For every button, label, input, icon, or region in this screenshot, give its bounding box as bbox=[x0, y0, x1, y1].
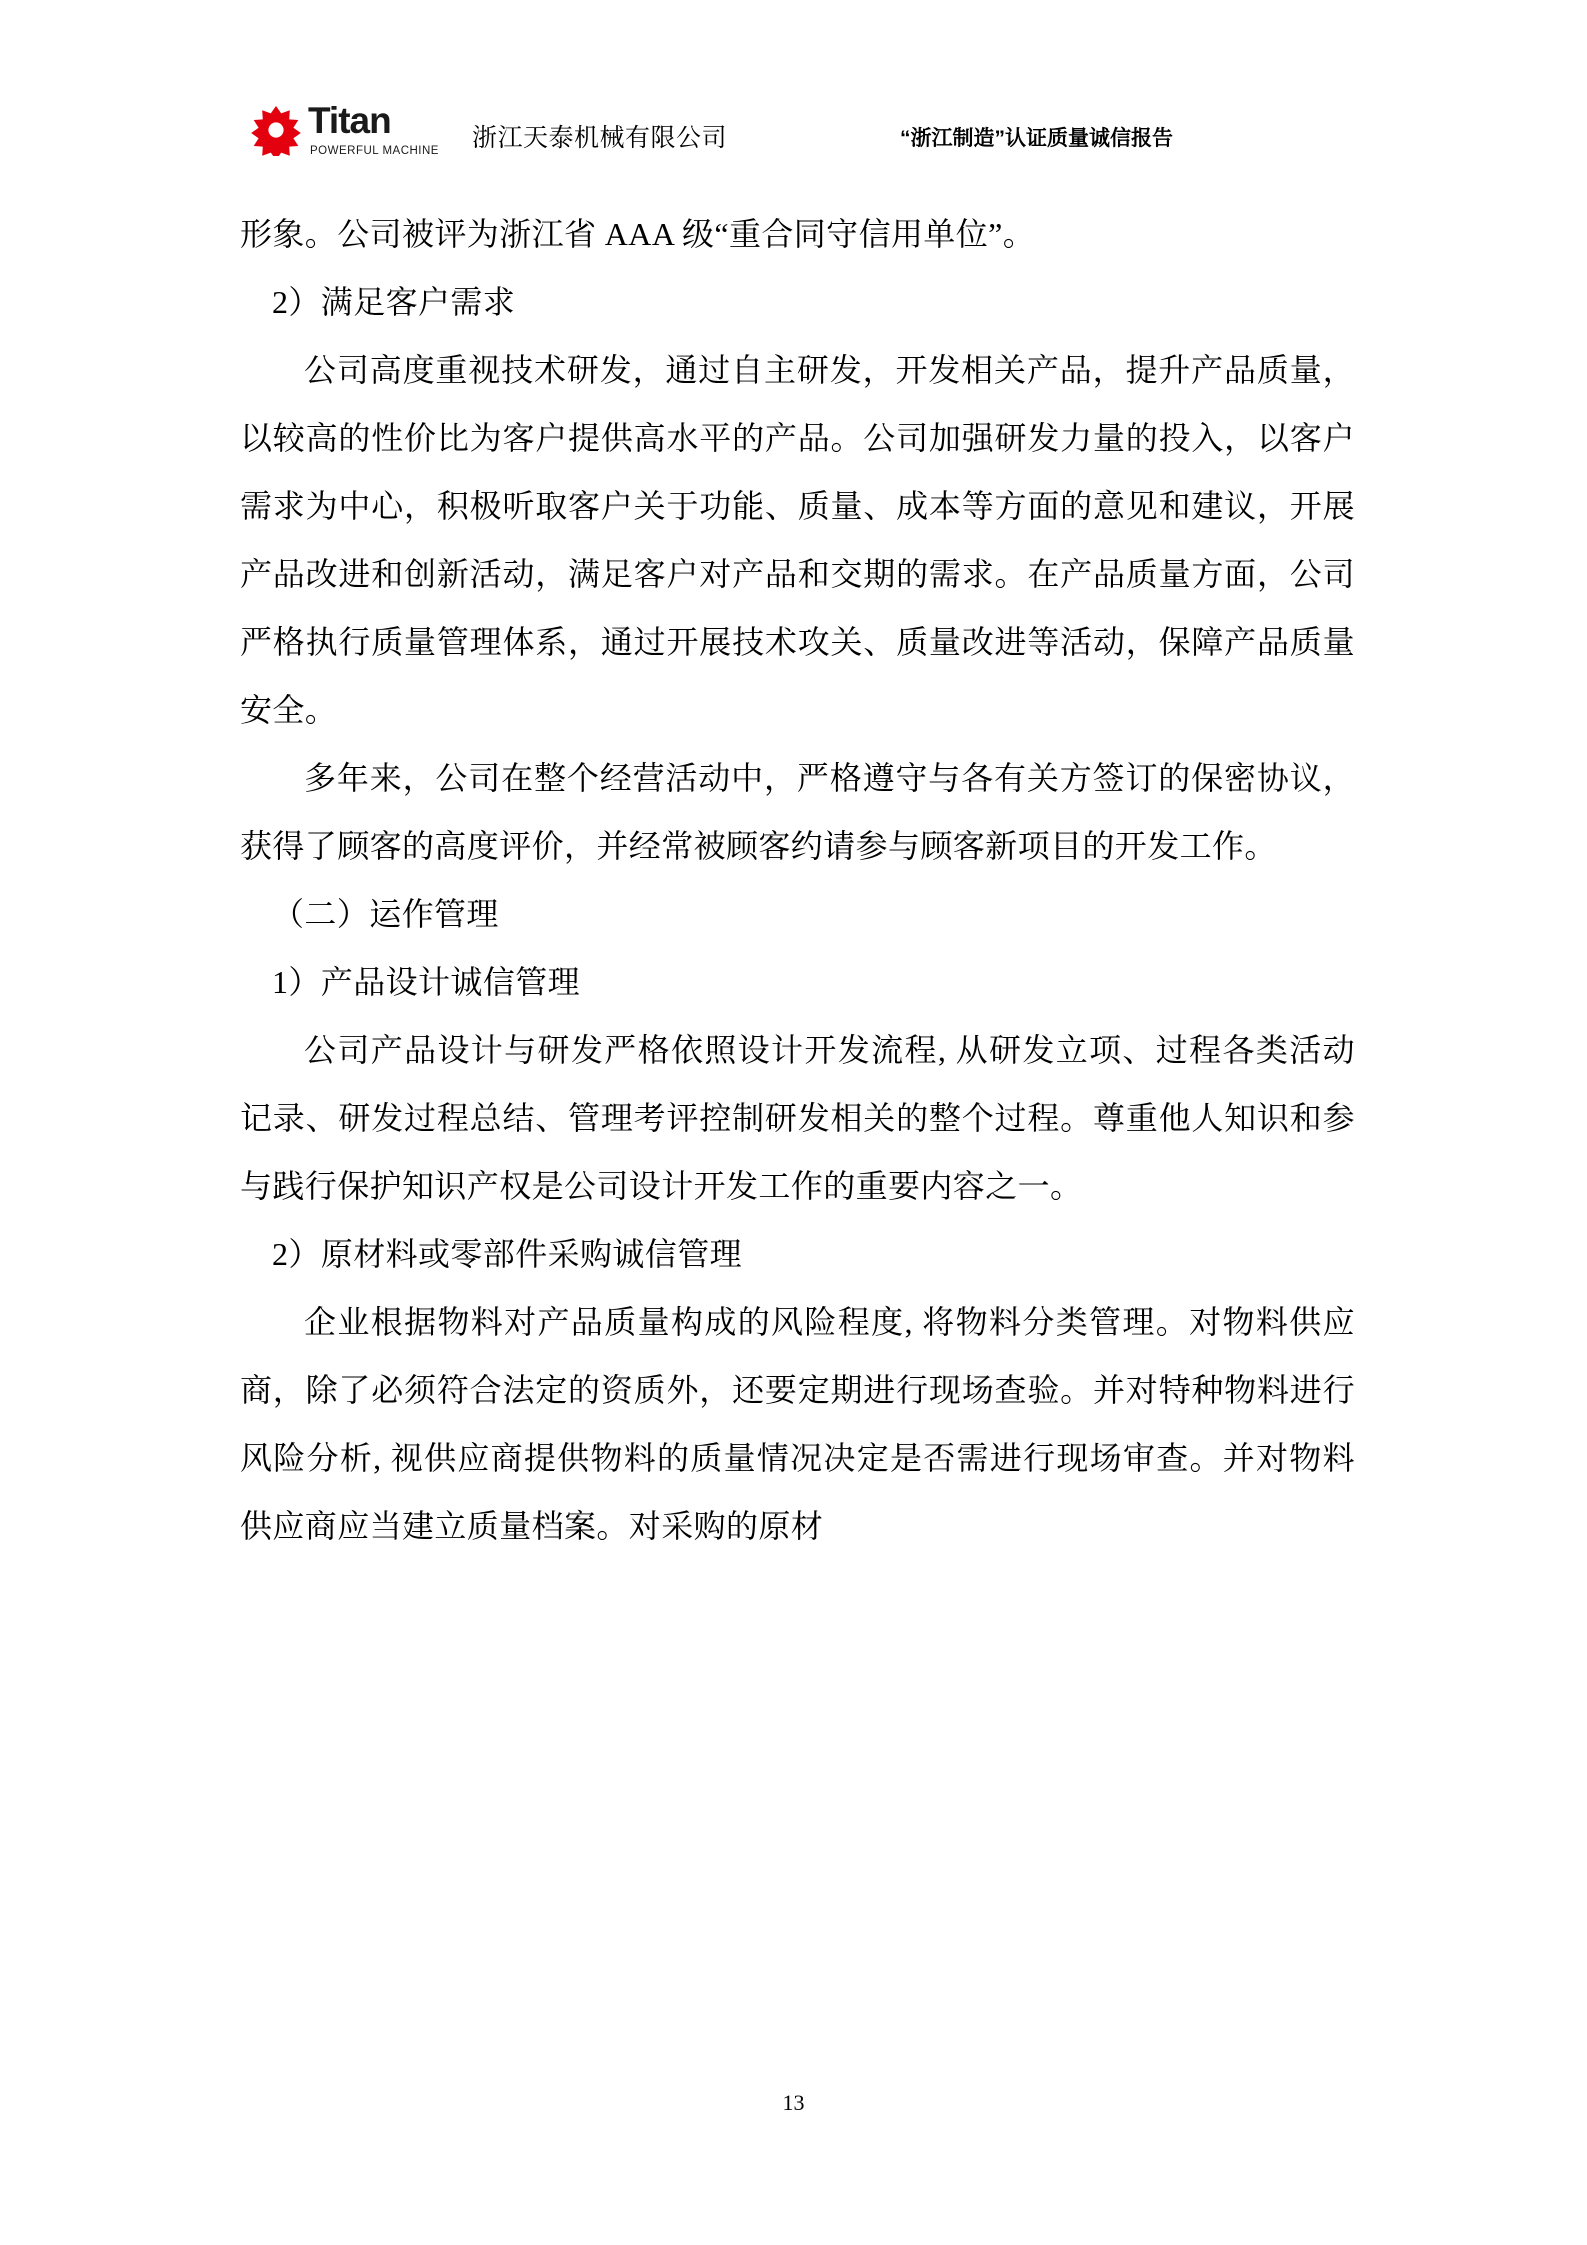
paragraph: 2）原材料或零部件采购诚信管理 bbox=[272, 1236, 743, 1272]
page-number: 13 bbox=[782, 2090, 805, 2115]
paragraph: 1）产品设计诚信管理 bbox=[272, 964, 581, 1000]
paragraph: 2）满足客户需求 bbox=[272, 284, 516, 320]
page-header bbox=[240, 96, 1397, 184]
paragraph: 多年来，公司在整个经营活动中，严格遵守与各有关方签订的保密协议，获得了顾客的高度评价，并经常被顾客约请参与顾客新项目的开发工作。 bbox=[240, 760, 1355, 864]
titan-logo bbox=[250, 98, 440, 160]
paragraph: 公司产品设计与研发严格依照设计开发流程, 从研发立项、过程各类活动记录、研发过程总结、管理考评控制研发相关的整个过程。尊重他人知识和参与践行保护知识产权是公司设计开发工作的重要内容之一。 bbox=[240, 1032, 1355, 1204]
paragraph: 企业根据物料对产品质量构成的风险程度, 将物料分类管理。对物料供应商，除了必须符合法定的资质外，还要定期进行现场查验。并对特种物料进行风险分析, 视供应商提供物料的质量情况决定是否需进行现场审查。并对物料供应商应当建立质量档案。对采购的原材 bbox=[240, 1304, 1355, 1544]
header-report-title: “浙江制造”认证质量诚信报告 bbox=[900, 127, 1173, 150]
paragraph: 公司高度重视技术研发，通过自主研发，开发相关产品，提升产品质量，以较高的性价比为客户提供高水平的产品。公司加强研发力量的投入，以客户需求为中心，积极听取客户关于功能、质量、成本等方面的意见和建议，开展产品改进和创新活动，满足客户对产品和交期的需求。在产品质量方面，公司严格执行质量管理体系，通过开展技术攻关、质量改进等活动，保障产品质量安全。 bbox=[240, 352, 1355, 728]
header-company-name: 浙江天泰机械有限公司 bbox=[472, 125, 728, 152]
paragraph: 形象。公司被评为浙江省 AAA 级“重合同守信用单位”。 bbox=[240, 216, 1036, 252]
gear-icon bbox=[250, 104, 302, 156]
document-body bbox=[240, 200, 1355, 1560]
logo-wordmark: Titan bbox=[308, 100, 391, 141]
paragraph: （二）运作管理 bbox=[272, 896, 499, 932]
logo-tagline: POWERFUL MACHINE bbox=[310, 145, 439, 157]
